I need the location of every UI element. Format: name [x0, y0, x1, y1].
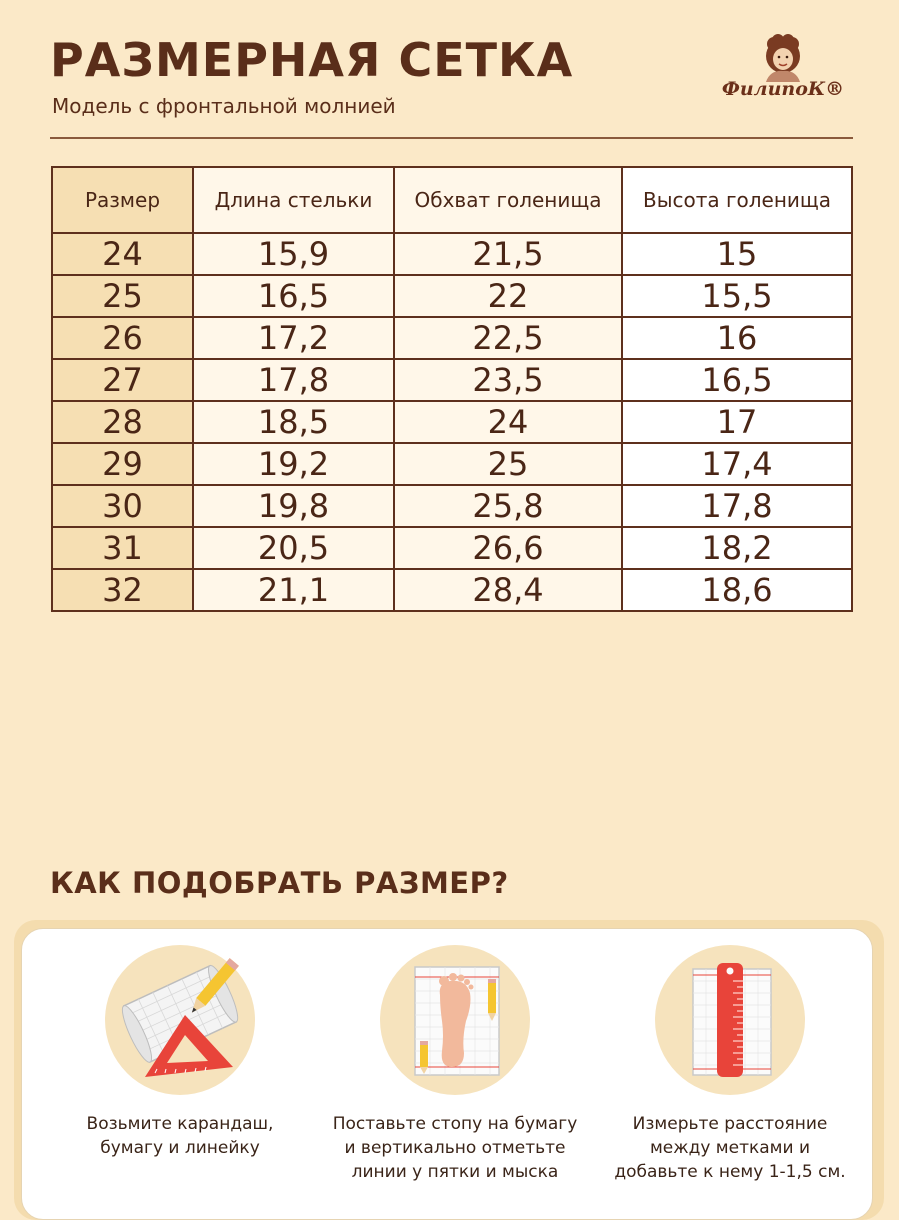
table-row	[52, 401, 852, 443]
table-cell: 17,2	[193, 317, 394, 359]
column-header-shaft-girth: Обхват голенища	[394, 167, 622, 233]
table-cell: 16,5	[622, 359, 852, 401]
step-line: Поставьте стопу на бумагу	[332, 1114, 578, 1134]
step-circle	[655, 945, 805, 1095]
table-cell: 17,8	[193, 359, 394, 401]
table-cell: 22	[394, 275, 622, 317]
column-header-size: Размер	[52, 167, 193, 233]
size-table	[51, 166, 853, 612]
column-header-insole-length: Длина стельки	[193, 167, 394, 233]
step-text	[600, 1112, 860, 1184]
table-cell: 24	[394, 401, 622, 443]
how-to-title: КАК ПОДОБРАТЬ РАЗМЕР?	[50, 866, 509, 900]
step-line: добавьте к нему 1-1,5 см.	[614, 1162, 846, 1182]
how-to-step-3	[600, 929, 860, 1219]
table-cell: 16,5	[193, 275, 394, 317]
girl-logo-icon	[718, 34, 848, 82]
how-to-card	[21, 928, 873, 1220]
table-cell: 21,5	[394, 233, 622, 275]
step-line: Измерьте расстояние	[632, 1114, 828, 1134]
step-circle	[105, 945, 255, 1095]
table-cell: 25	[52, 275, 193, 317]
table-cell: 25,8	[394, 485, 622, 527]
table-cell: 20,5	[193, 527, 394, 569]
step-circle	[380, 945, 530, 1095]
table-row	[52, 569, 852, 611]
table-cell: 16	[622, 317, 852, 359]
table-cell: 24	[52, 233, 193, 275]
table-cell: 15	[622, 233, 852, 275]
table-cell: 29	[52, 443, 193, 485]
table-cell: 26,6	[394, 527, 622, 569]
step-line: линии у пятки и мыска	[351, 1162, 559, 1182]
logo-wordmark: ФилипоК®	[721, 78, 845, 100]
table-row	[52, 485, 852, 527]
ruler-measure-icon	[655, 945, 805, 1095]
step-text	[50, 1112, 310, 1160]
table-cell: 19,2	[193, 443, 394, 485]
pencil-paper-ruler-icon	[105, 945, 255, 1095]
table-cell: 22,5	[394, 317, 622, 359]
table-cell: 18,5	[193, 401, 394, 443]
how-to-step-1	[50, 929, 310, 1219]
column-header-shaft-height: Высота голенища	[622, 167, 852, 233]
table-cell: 26	[52, 317, 193, 359]
table-cell: 15,9	[193, 233, 394, 275]
table-cell: 31	[52, 527, 193, 569]
table-cell: 15,5	[622, 275, 852, 317]
how-to-step-2	[325, 929, 585, 1219]
step-line: Возьмите карандаш,	[86, 1114, 274, 1134]
table-cell: 17,8	[622, 485, 852, 527]
foot-on-paper-icon	[380, 945, 530, 1095]
table-row	[52, 275, 852, 317]
table-cell: 30	[52, 485, 193, 527]
table-cell: 28,4	[394, 569, 622, 611]
table-cell: 17	[622, 401, 852, 443]
table-row	[52, 317, 852, 359]
table-cell: 18,6	[622, 569, 852, 611]
table-cell: 21,1	[193, 569, 394, 611]
page-title: РАЗМЕРНАЯ СЕТКА	[50, 33, 574, 87]
header-divider	[50, 137, 853, 139]
step-line: между метками и	[649, 1138, 810, 1158]
page-subtitle: Модель с фронтальной молнией	[52, 94, 396, 118]
table-cell: 18,2	[622, 527, 852, 569]
brand-logo	[718, 34, 848, 114]
table-row	[52, 443, 852, 485]
table-cell: 25	[394, 443, 622, 485]
step-line: бумагу и линейку	[100, 1138, 260, 1158]
table-row	[52, 233, 852, 275]
step-line: и вертикально отметьте	[344, 1138, 566, 1158]
table-cell: 32	[52, 569, 193, 611]
table-cell: 19,8	[193, 485, 394, 527]
table-row	[52, 359, 852, 401]
table-row	[52, 527, 852, 569]
table-cell: 17,4	[622, 443, 852, 485]
step-text	[325, 1112, 585, 1184]
table-cell: 27	[52, 359, 193, 401]
table-cell: 28	[52, 401, 193, 443]
table-header-row	[52, 167, 852, 233]
table-cell: 23,5	[394, 359, 622, 401]
